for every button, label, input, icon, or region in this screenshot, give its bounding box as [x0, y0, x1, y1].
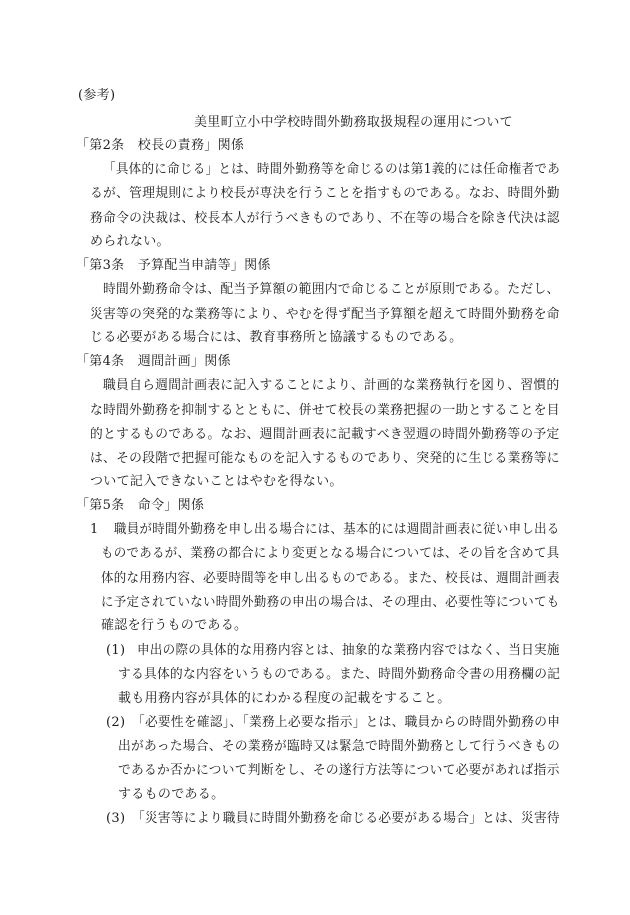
paragraph-line: められない。 — [90, 234, 170, 249]
paragraph-line: 災害等の突発的な業務等により、やむを得ず配当予算額を超えて時間外勤務を命 — [90, 307, 560, 322]
paragraph-line: 「必要性を確認」、「業務上必要な指示」とは、職員からの時間外勤務の申 — [132, 715, 561, 730]
subitem-number: (2) — [106, 715, 126, 730]
paragraph-line: るが、管理規則により校長が専決を行うことを指すものである。なお、時間外勤 — [90, 186, 560, 201]
section-heading-article-4: 「第4条 週間計画」関係 — [76, 354, 231, 369]
paragraph-line: 職員が時間外勤務を申し出る場合には、基本的には週間計画表に従い申し出る — [114, 522, 560, 537]
paragraph-line: 出があった場合、その業務が臨時又は緊急で時間外勤務として行うべきもの — [118, 739, 561, 754]
paragraph-line: するものである。 — [118, 787, 225, 802]
paragraph-line: する具体的な内容をいうものである。また、時間外勤務命令書の用務欄の記 — [118, 667, 561, 682]
section-heading-article-2: 「第2条 校長の責務」関係 — [76, 138, 245, 153]
section-heading-article-3: 「第3条 予算配当申請等」関係 — [76, 258, 271, 273]
paragraph-line: 「災害等により職員に時間外勤務を命じる必要がある場合」とは、災害待 — [132, 811, 560, 826]
paragraph-line: ものであるが、業務の都合により変更となる場合については、その旨を含めて具 — [101, 546, 560, 561]
paragraph-line: 確認を行うものである。 — [101, 618, 248, 633]
paragraph-line: 時間外勤務命令は、配当予算額の範囲内で命じることが原則である。ただし、 — [103, 282, 560, 297]
reference-label: (参考) — [78, 88, 116, 103]
document-title: 美里町立小中学校時間外勤務取扱規程の運用について — [194, 115, 513, 130]
paragraph-line: 申出の際の具体的な用務内容とは、抽象的な業務内容ではなく、当日実施 — [137, 643, 560, 658]
paragraph-line: であるか否かについて判断をし、その遂行方法等について必要があれば指示 — [118, 763, 560, 778]
paragraph-line: 載も用務内容が具体的にわかる程度の記載をすること。 — [118, 691, 451, 706]
paragraph-line: な時間外勤務を抑制するとともに、併せて校長の業務把握の一助とすることを目 — [90, 403, 560, 418]
section-heading-article-5: 「第5条 命令」関係 — [76, 498, 205, 513]
paragraph-line: じる必要がある場合には、教育事務所と協議するものである。 — [90, 330, 463, 345]
paragraph-line: 務命令の決裁は、校長本人が行うべきものであり、不在等の場合を除き代決は認 — [90, 211, 560, 226]
subitem-number: (1) — [106, 643, 126, 658]
paragraph-line: 体的な用務内容、必要時間等を申し出るものである。また、校長は、週間計画表 — [101, 571, 560, 586]
paragraph-line: は、その段階で把握可能なものを記入するものであり、突発的に生じる業務等に — [90, 451, 560, 466]
paragraph-line: に予定されていない時間外勤務の申出の場合は、その理由、必要性等についても — [101, 595, 560, 610]
paragraph-line: 「具体的に命じる」とは、時間外勤務等を命じるのは第1義的には任命権者であ — [103, 162, 561, 177]
item-number: 1 — [90, 522, 99, 537]
paragraph-line: 的とするものである。なお、週間計画表に記載すべき翌週の時間外勤務等の予定 — [90, 427, 560, 442]
subitem-number: (3) — [106, 811, 126, 826]
paragraph-line: 職員自ら週間計画表に記入することにより、計画的な業務執行を図り、習慣的 — [103, 378, 560, 393]
paragraph-line: ついて記入できないことはやむを得ない。 — [90, 474, 343, 489]
